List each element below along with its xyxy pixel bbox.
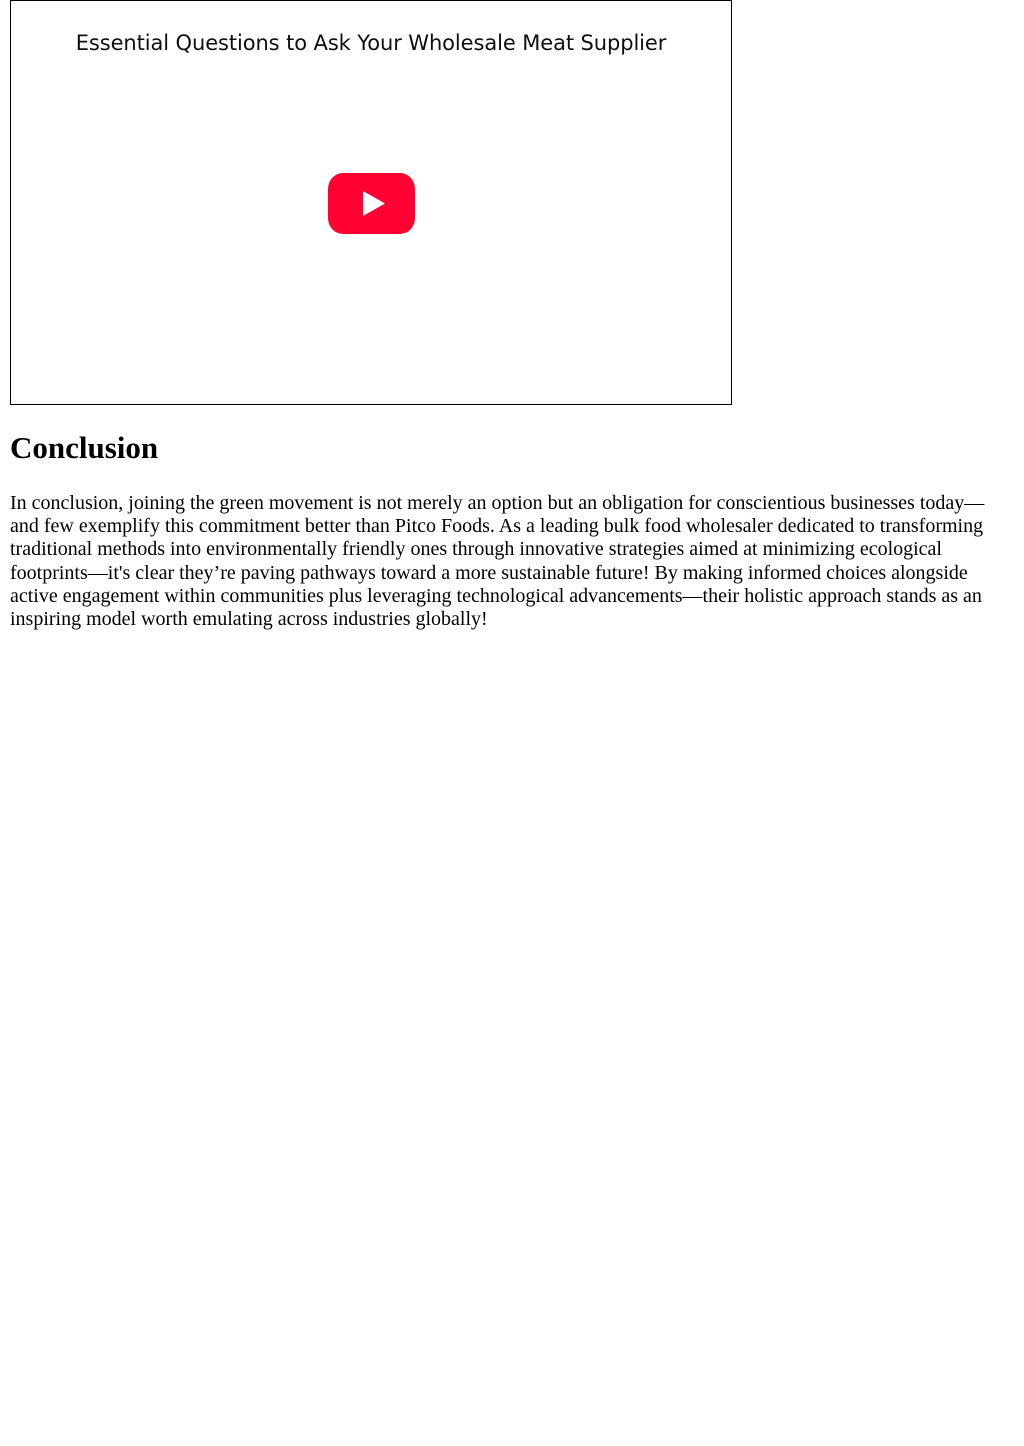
section-heading: Conclusion [10, 430, 159, 465]
video-embed[interactable] [10, 0, 732, 405]
youtube-play-icon [328, 173, 415, 234]
video-title[interactable]: Essential Questions to Ask Your Wholesale Meat Supplier [75, 31, 667, 55]
article-content [10, 0, 1010, 631]
play-button[interactable] [328, 173, 415, 234]
conclusion-paragraph: In conclusion, joining the green movement is not merely an option but an obligation for conscientious businesses today—and few exemplify this commitment better than Pitco Foods. As a leading bulk food wholesaler dedicated to transforming traditional methods into environmentally friendly ones through innovative strategies aimed at minimizing ecological footprints—it's clear they’re paving pathways toward a more sustainable future! By making informed choices alongside active engagement within communities plus leveraging technological advancements—their holistic approach stands as an inspiring model worth emulating across industries globally! [10, 492, 985, 631]
